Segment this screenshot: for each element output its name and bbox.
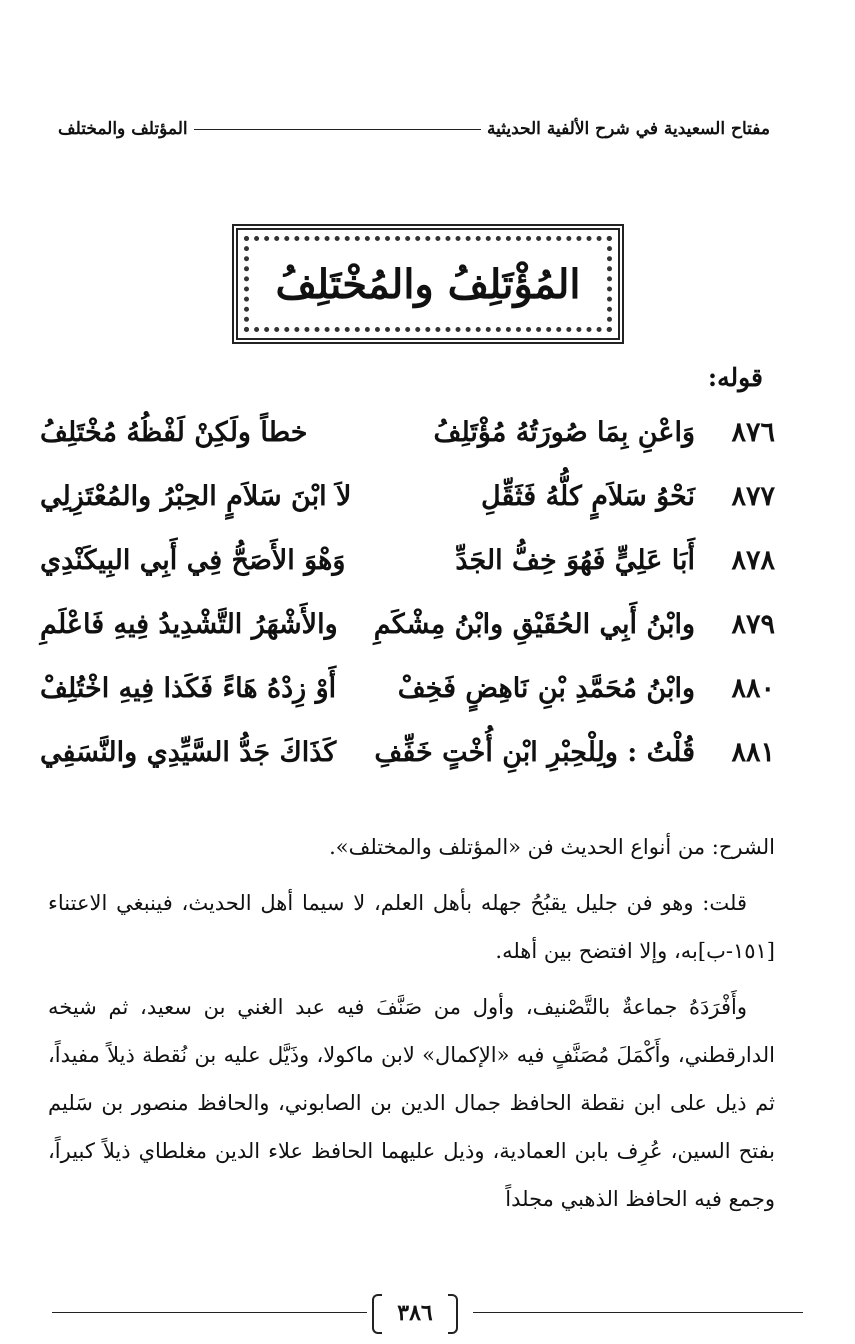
verse-first-hemistich: قُلْتُ : ولِلْحِبْرِ ابْنِ أُخْتٍ خَفِّفِ <box>374 737 695 768</box>
running-header <box>58 112 770 146</box>
verse-row <box>40 597 775 661</box>
page-number: ٣٨٦ <box>397 1300 433 1326</box>
verse-row <box>40 533 775 597</box>
page-number-bracket-left <box>372 1294 382 1334</box>
page-number-bracket-right <box>448 1294 458 1334</box>
verse-number: ٨٨٠ <box>731 673 775 704</box>
verse-second-hemistich: أَوْ زِدْهُ هَاءً فَكَذا فِيهِ اخْتُلِفْ <box>40 673 337 704</box>
verse-second-hemistich: لاَ ابْنَ سَلاَمٍ الحِبْرُ والمُعْتَزِلِي <box>40 481 352 512</box>
page-number-box <box>372 1294 458 1332</box>
chapter-title-frame <box>232 224 624 344</box>
verse-first-hemistich: نَحْوُ سَلاَمٍ كلُّهُ فَثَقِّلِ <box>481 481 695 512</box>
verse-number: ٨٧٨ <box>731 545 775 576</box>
chapter-title: المُؤْتَلِفُ والمُخْتَلِفُ <box>275 260 581 308</box>
verse-row <box>40 405 775 469</box>
verse-first-hemistich: وابْنُ أَبِي الحُقَيْقِ وابْنُ مِشْكَمِ <box>373 609 695 640</box>
header-chapter: المؤتلف والمختلف <box>58 119 188 139</box>
header-rule <box>194 129 481 130</box>
verse-second-hemistich: كَذَاكَ جَدُّ السَّيِّدِي والنَّسَفِي <box>40 737 337 768</box>
verse-row <box>40 725 775 789</box>
verse-list <box>40 405 775 789</box>
verse-second-hemistich: وَهْوَ الأَصَحُّ فِي أَبِي البِيكَنْدِي <box>40 545 346 576</box>
commentary-paragraph: قلت: وهو فن جليل يقبُحُ جهله بأهل العلم، لا سيما أهل الحديث، فينبغي الاعتناء [١٥١-ب]به، وإلا افتضح بين أهله. <box>48 891 775 963</box>
verse-number: ٨٧٦ <box>731 417 775 448</box>
commentary-text <box>48 823 775 1231</box>
verse-row <box>40 469 775 533</box>
verse-number: ٨٧٩ <box>731 609 775 640</box>
verse-first-hemistich: وابْنُ مُحَمَّدِ بْنِ نَاهِضٍ فَخِفْ <box>397 673 695 704</box>
commentary-paragraph: وأَفْرَدَهُ جماعةٌ بالتَّصْنيف، وأول من صَنَّفَ فيه عبد الغني بن سعيد، ثم شيخه الدارقطني، وأَكْمَلَ مُصَنَّفٍ فيه «الإكمال» لابن ماكولا، وذَيَّل عليه بن نُقطة ذيلاً مفيداً، ثم ذيل على ابن نقطة الحافظ جمال الدين بن الصابوني، والحافظ منصور بن سَليم بفتح السين، عُرِف بابن العمادية، وذيل عليهما الحافظ علاء الدين مغلطاي ذيلاً كبيراً، وجمع فيه الحافظ الذهبي مجلداً <box>48 995 775 1211</box>
verse-number: ٨٨١ <box>731 737 775 768</box>
verse-first-hemistich: وَاعْنِ بِمَا صُورَتُهُ مُؤْتَلِفُ <box>433 417 695 448</box>
header-book-title: مفتاح السعيدية في شرح الألفية الحديثية <box>487 119 770 139</box>
intro-label: قوله: <box>707 363 763 392</box>
verse-first-hemistich: أَبَا عَلِيٍّ فَهُوَ خِفُّ الجَدِّ <box>455 545 695 576</box>
verse-row <box>40 661 775 725</box>
verse-second-hemistich: والأَشْهَرُ التَّشْدِيدُ فِيهِ فَاعْلَمِ <box>40 609 338 640</box>
footer-rule-left <box>52 1312 367 1313</box>
verse-number: ٨٧٧ <box>731 481 775 512</box>
commentary-sharh: الشرح: من أنواع الحديث فن «المؤتلف والمختلف». <box>329 835 775 859</box>
chapter-title-inner-border <box>244 236 612 332</box>
verse-second-hemistich: خطاً ولَكِنْ لَفْظُهُ مُخْتَلِفُ <box>40 417 308 448</box>
footer-rule-right <box>473 1312 803 1313</box>
